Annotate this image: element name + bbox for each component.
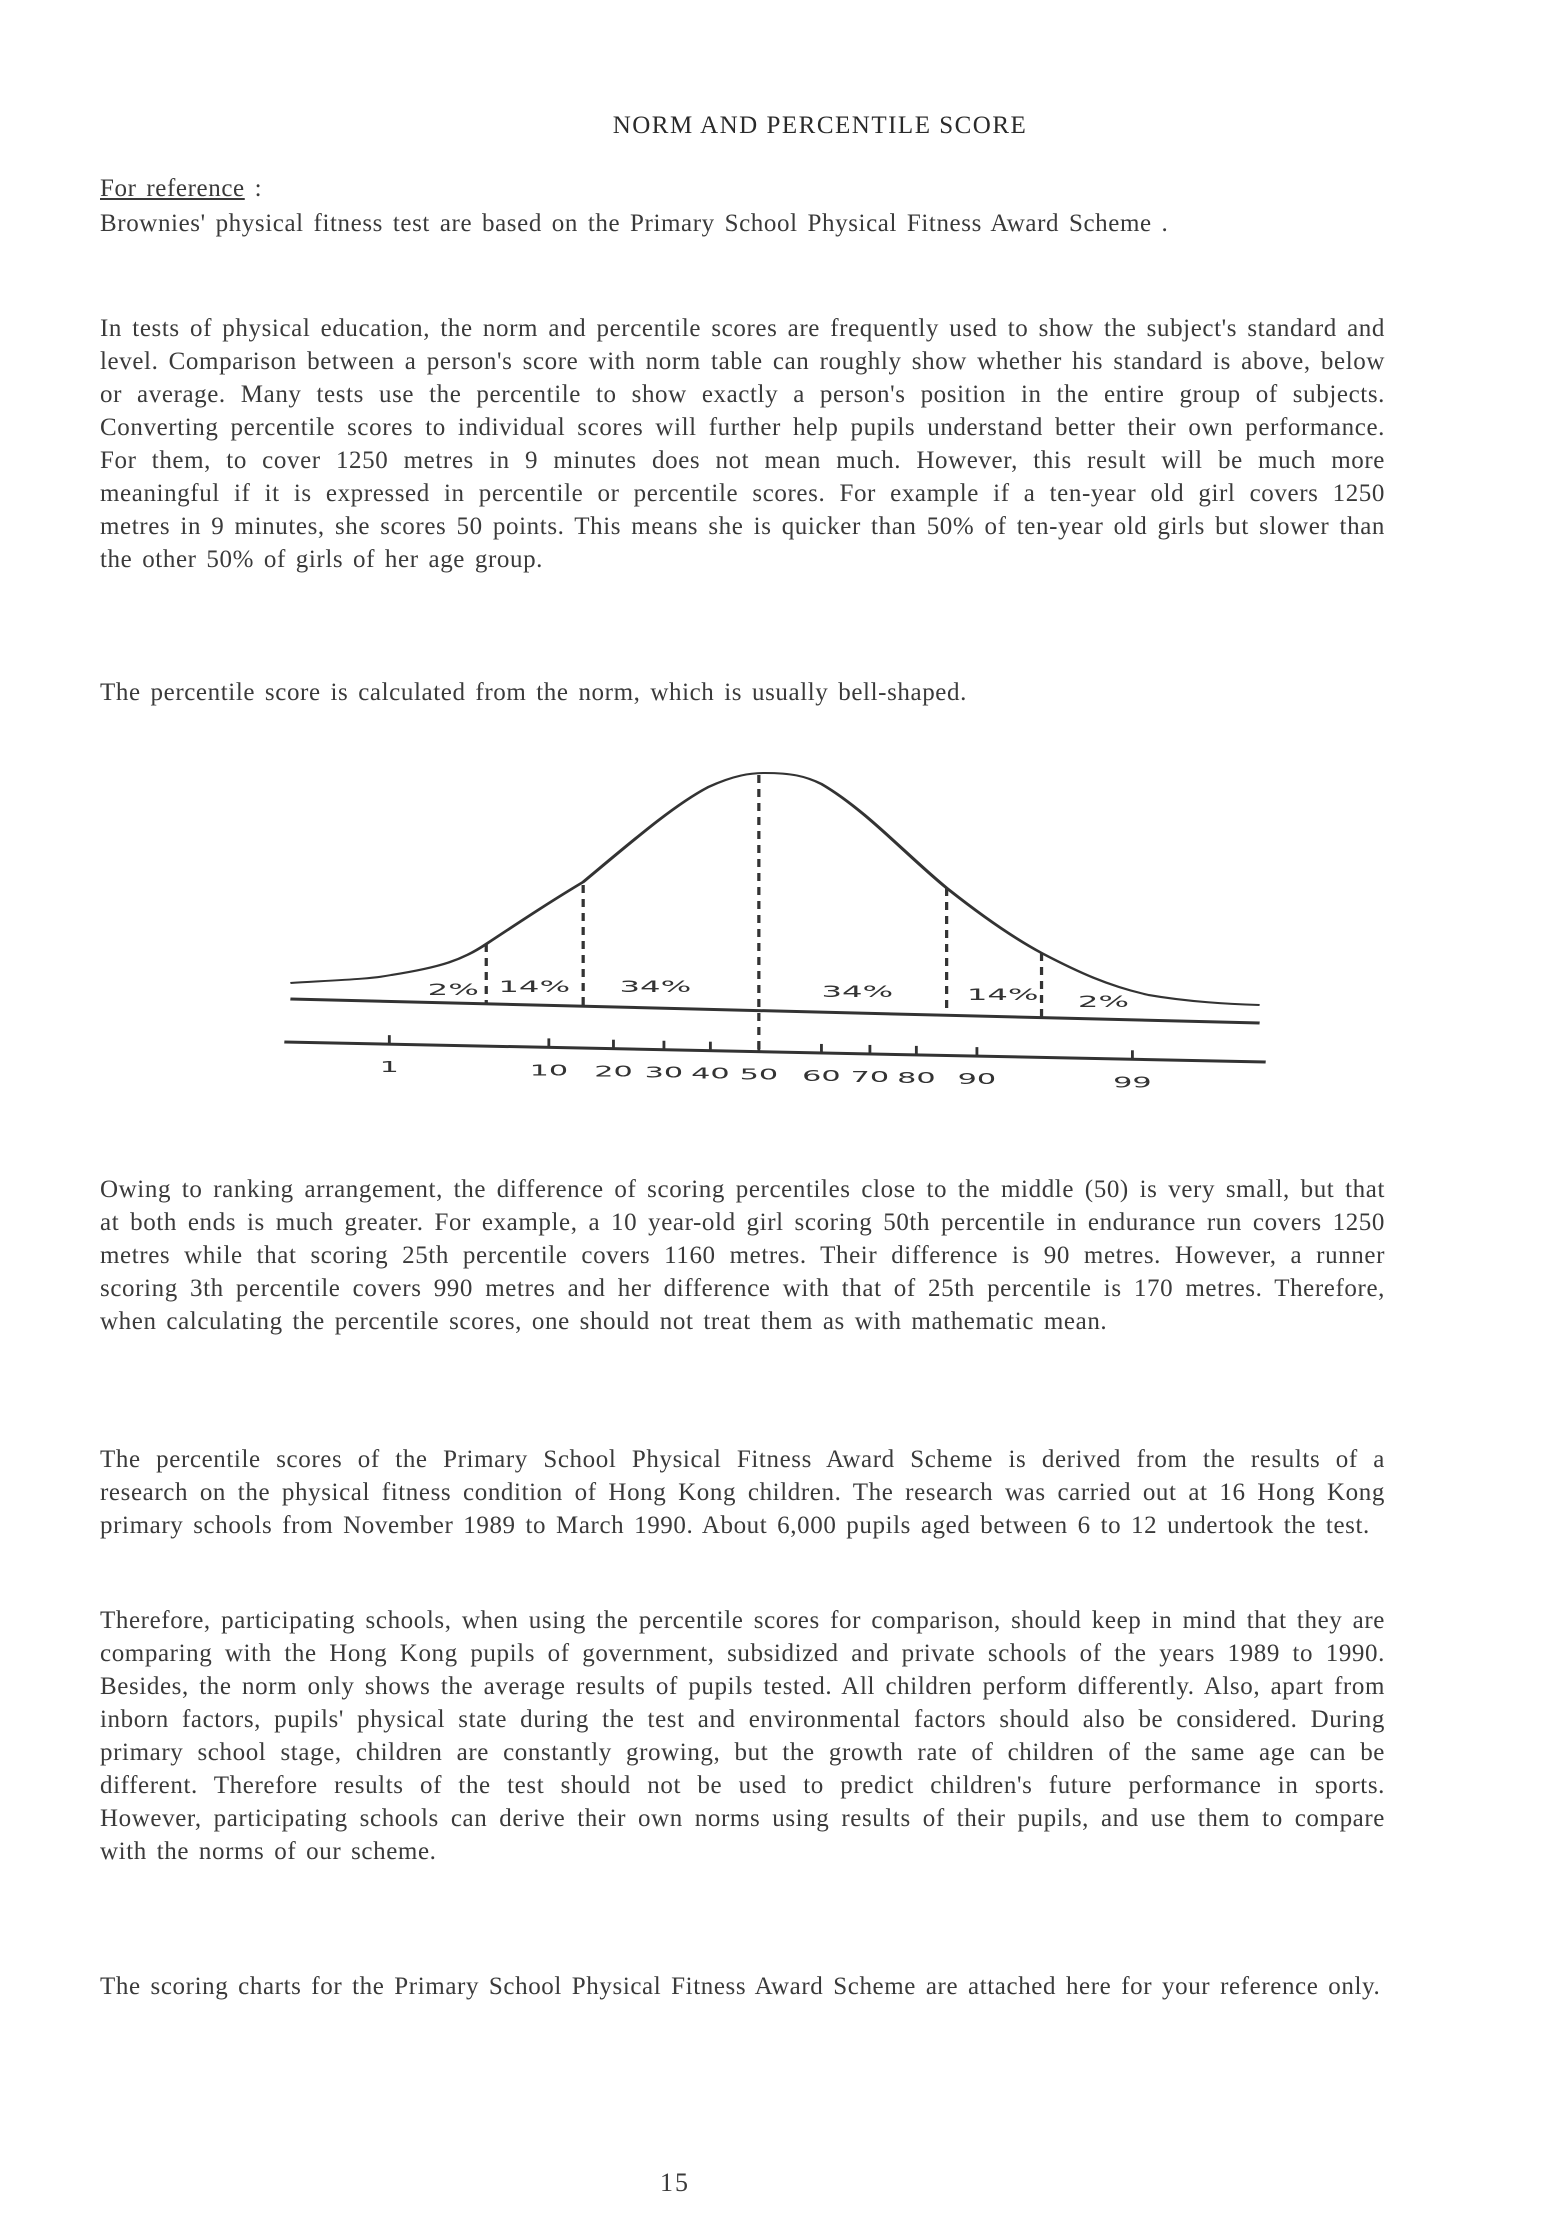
percentile-tick-label: 1 (379, 1058, 399, 1076)
paragraph-participating-schools: Therefore, participating schools, when using the percentile scores for comparison, should keep in mind that they are comparing with the Hong Kong pupils of government, subsidized and private schools of the years 1989 to 1990. Besides, the norm only shows the average results of pupils tested. All children perform differently. Also, apart from inborn factors, pupils' physical state during the test and environmental factors should also be considered. During primary school stage, children are constantly growing, but the growth rate of children of the same age can be different. Therefore results of the test should not be used to predict children's future performance in sports. However, participating schools can derive their own norms using results of their pupils, and use them to compare with the norms of our scheme. (100, 1607, 1385, 1865)
bell-curve-diagram (250, 760, 1300, 1140)
percentile-axis (284, 1042, 1265, 1062)
reference-label: For reference (100, 175, 245, 202)
band-label: 2% (427, 980, 479, 1000)
paragraph-bell-shaped: The percentile score is calculated from the norm, which is usually bell-shaped. (100, 679, 967, 706)
paragraph-research: The percentile scores of the Primary School Physical Fitness Award Scheme is derived from the results of a research on the physical fitness condition of Hong Kong children. The research was carried out at 16 Hong Kong primary schools from November 1989 to March 1990. About 6,000 pupils aged between 6 to 12 undertook the test. (100, 1446, 1385, 1539)
percentile-tick-label: 60 (802, 1067, 841, 1085)
percentile-tick-label: 30 (644, 1063, 684, 1082)
paragraph-brownies: Brownies' physical fitness test are based on the Primary School Physical Fitness Award Scheme . (100, 210, 1169, 237)
page-title: NORM AND PERCENTILE SCORE (612, 112, 1028, 139)
percentile-tick-label: 50 (739, 1065, 779, 1084)
percentile-tick-label: 80 (897, 1069, 936, 1087)
band-label: 14% (966, 985, 1039, 1005)
page-number: 15 (660, 2168, 690, 2197)
reference-colon: : (244, 175, 263, 202)
reference-heading (100, 172, 1385, 205)
percentile-tick-label: 20 (594, 1062, 633, 1081)
paragraph-ranking: Owing to ranking arrangement, the difference of scoring percentiles close to the middle (50) is very small, but that at both ends is much greater. For example, a 10 year-old girl scoring 50th percentile in endurance run covers 1250 metres while that scoring 25th percentile covers 1160 metres. Their difference is 90 metres. However, a runner scoring 3th percentile covers 990 metres and her difference with that of 25th percentile is 170 metres. Therefore, when calculating the percentile scores, one should not treat them as with mathematic mean. (100, 1176, 1385, 1335)
percentile-tick-label: 99 (1113, 1073, 1152, 1092)
percentile-tick-label: 10 (529, 1061, 569, 1080)
band-label: 2% (1077, 992, 1130, 1012)
paragraph-norm-percentile: In tests of physical education, the norm and percentile scores are frequently used to show the subject's standard and level. Comparison between a person's score with norm table can roughly show whether his standard is above, below or average. Many tests use the percentile to show exactly a person's position in the entire group of subjects. Converting percentile scores to individual scores will further help pupils understand better their own performance. For them, to cover 1250 metres in 9 minutes does not mean much. However, this result will be much more meaningful if it is expressed in percentile or percentile scores. For example if a ten-year old girl covers 1250 metres in 9 minutes, she scores 50 points. This means she is quicker than 50% of ten-year old girls but slower than the other 50% of girls of her age group. (100, 315, 1385, 573)
paragraph-scoring-charts: The scoring charts for the Primary School Physical Fitness Award Scheme are attached here for your reference only. (100, 1973, 1381, 2000)
bell-curve (290, 773, 1259, 1005)
band-label: 34% (619, 977, 692, 997)
percentile-tick-label: 70 (850, 1068, 890, 1086)
band-label: 34% (821, 982, 894, 1002)
band-label: 14% (498, 977, 571, 997)
percentile-tick-label: 90 (957, 1070, 997, 1088)
percentile-tick-label: 40 (691, 1064, 730, 1083)
